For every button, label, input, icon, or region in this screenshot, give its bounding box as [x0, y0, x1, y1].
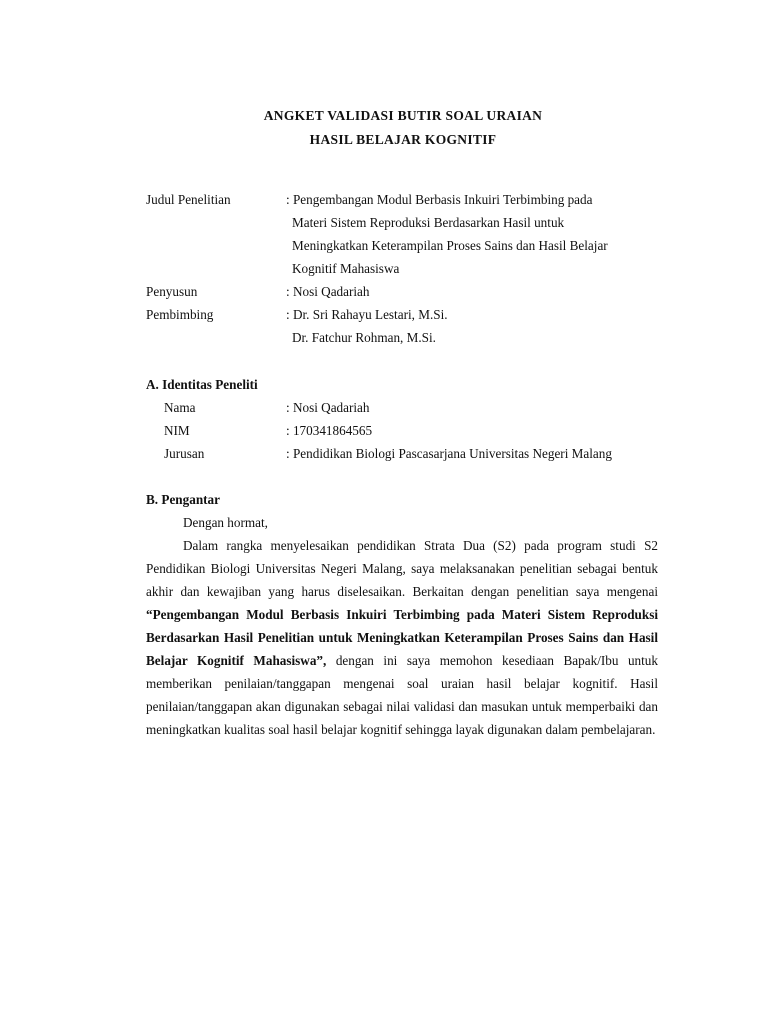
judul-penelitian-line-2: Materi Sistem Reproduksi Berdasarkan Hasil untuk: [292, 215, 565, 230]
pengantar-paragraph: [146, 534, 658, 741]
document-title-line-1: ANGKET VALIDASI BUTIR SOAL URAIAN: [263, 108, 543, 123]
document-title-line-2: HASIL BELAJAR KOGNITIF: [309, 132, 497, 147]
judul-penelitian-label: Judul Penelitian: [146, 192, 231, 207]
judul-penelitian-line-3: Meningkatkan Keterampilan Proses Sains dan Hasil Belajar: [292, 238, 608, 253]
judul-penelitian-line-1: : Pengembangan Modul Berbasis Inkuiri Terbimbing pada: [286, 192, 593, 207]
pembimbing-label: Pembimbing: [146, 307, 214, 322]
research-title-bold: “Pengembangan Modul Berbasis Inkuiri Terbimbing pada Materi Sistem Reproduksi Berdasarkan Hasil Penelitian untuk Meningkatkan Keterampilan Proses Sains dan Hasil Belajar Kognitif Mahasiswa”,: [146, 607, 658, 668]
paragraph-text-2: dengan ini saya memohon kesediaan Bapak/Ibu untuk memberikan penilaian/tanggapan mengenai soal uraian hasil belajar kognitif. Hasil penilaian/tanggapan akan digunakan sebagai nilai validasi dan masukan untuk memperbaiki dan meningkatkan kualitas soal hasil belajar kognitif sehingga layak digunakan dalam pembelajaran.: [146, 653, 658, 737]
section-b-heading: B. Pengantar: [146, 492, 220, 507]
nama-label: Nama: [164, 400, 196, 415]
jurusan-value: : Pendidikan Biologi Pascasarjana Universitas Negeri Malang: [286, 446, 612, 461]
jurusan-label: Jurusan: [164, 446, 205, 461]
nim-label: NIM: [164, 423, 190, 438]
penyusun-value: : Nosi Qadariah: [286, 284, 370, 299]
judul-penelitian-line-4: Kognitif Mahasiswa: [292, 261, 400, 276]
nim-value: : 170341864565: [286, 423, 373, 438]
pembimbing-value-2: Dr. Fatchur Rohman, M.Si.: [292, 330, 436, 345]
pembimbing-value-1: : Dr. Sri Rahayu Lestari, M.Si.: [286, 307, 448, 322]
greeting: Dengan hormat,: [183, 515, 268, 530]
section-a-heading: A. Identitas Peneliti: [146, 377, 258, 392]
nama-value: : Nosi Qadariah: [286, 400, 370, 415]
penyusun-label: Penyusun: [146, 284, 198, 299]
paragraph-text-1: Dalam rangka menyelesaikan pendidikan Strata Dua (S2) pada program studi S2 Pendidikan Biologi Universitas Negeri Malang, saya melaksanakan penelitian sebagai bentuk akhir dan kewajiban yang harus diselesaikan. Berkaitan dengan penelitian saya mengenai: [146, 538, 658, 599]
